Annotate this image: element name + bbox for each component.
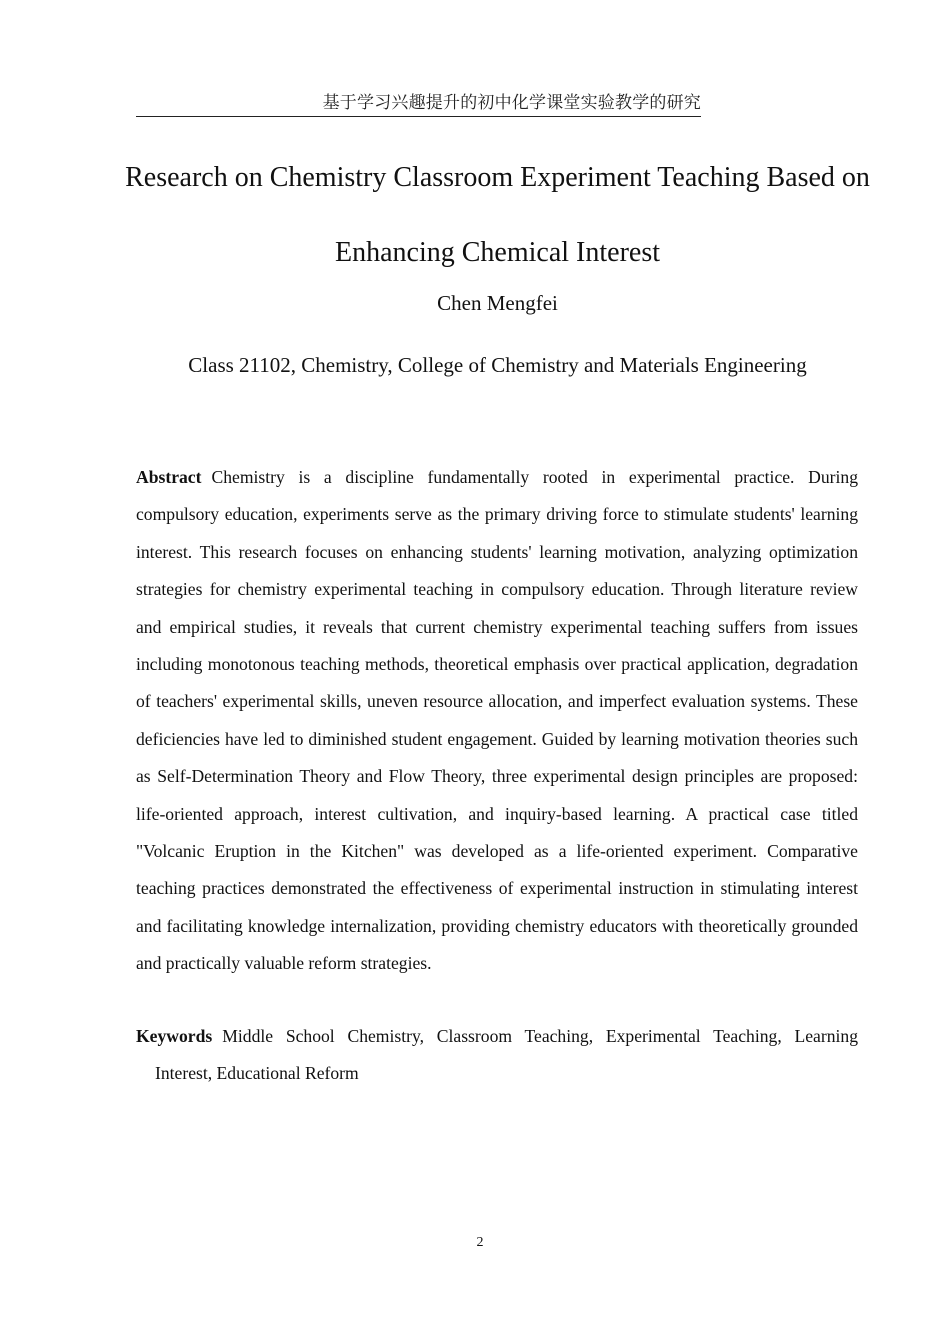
author-affiliation: Class 21102, Chemistry, College of Chemistry and Materials Engineering — [188, 353, 807, 377]
abstract-label: Abstract — [136, 467, 202, 487]
abstract-paragraph — [136, 459, 858, 983]
running-header: 基于学习兴趣提升的初中化学课堂实验教学的研究 — [136, 92, 701, 117]
author-name: Chen Mengfei — [437, 291, 558, 315]
page-number: 2 — [476, 1235, 484, 1250]
keywords-label: Keywords — [136, 1026, 213, 1046]
abstract-text: Chemistry is a discipline fundamentally rooted in experimental practice. During compulsory education, experiments serve as the primary driving force to stimulate students' learning interest. This research focuses on enhancing students' learning motivation, analyzing optimization strategies for chemistry experimental teaching in compulsory education. Through literature review and empirical studies, it reveals that current chemistry experimental teaching suffers from issues including monotonous teaching methods, theoretical emphasis over practical application, degradation of teachers' experimental skills, uneven resource allocation, and imperfect evaluation systems. These deficiencies have led to diminished student engagement. Guided by learning motivation theories such as Self-Determination Theory and Flow Theory, three experimental design principles are proposed: life-oriented approach, interest cultivation, and inquiry-based learning. A practical case titled "Volcanic Eruption in the Kitchen" was developed as a life-oriented experiment. Comparative teaching practices demonstrated the effectiveness of experimental instruction in stimulating interest and facilitating knowledge internalization, providing chemistry educators with theoretically grounded and practically valuable reform strategies. — [136, 467, 858, 974]
keywords-paragraph — [136, 1018, 858, 1093]
paper-title: Research on Chemistry Classroom Experiment Teaching Based on Enhancing Chemical Interest — [125, 162, 870, 268]
keywords-text: Middle School Chemistry, Classroom Teaching, Experimental Teaching, Learning Interest, Educational Reform — [155, 1026, 858, 1084]
